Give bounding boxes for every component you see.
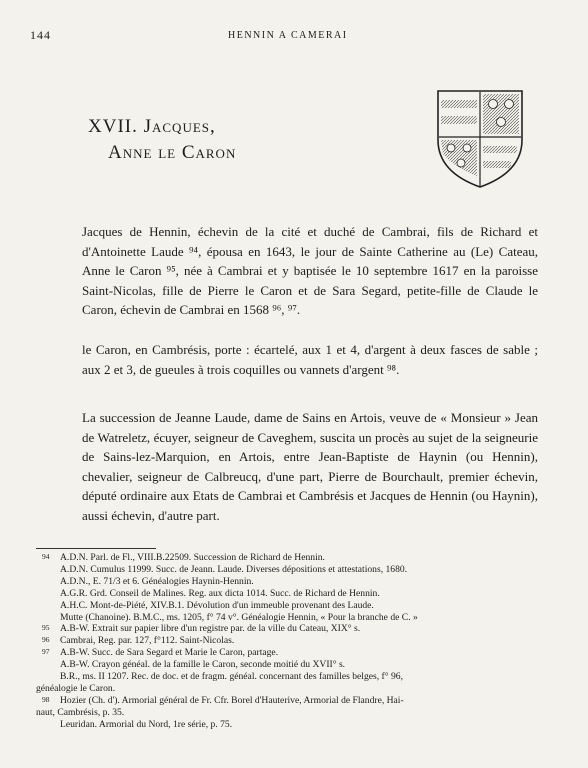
- footnote-line: A.D.N. Parl. de Fl., VIII.B.22509. Succession de Richard de Hennin.: [60, 552, 325, 563]
- paragraph-succession: [52, 408, 538, 525]
- section-title-line2: Anne le Caron: [108, 142, 237, 163]
- footnote-mark: 96: [42, 635, 50, 645]
- footnote-mark: 94: [42, 552, 50, 561]
- footnote-line: généalogie le Caron.: [36, 682, 116, 694]
- paragraph-text: Jacques de Hennin, échevin de la cité et duché de Cambrai, fils de Richard et d'Antoinette Laude ⁹⁴, épousa en 1643, le jour de Sainte Catherine au (Le) Cateau, Anne le Caron ⁹⁵, née à Cambrai et y baptisée le 10 septembre 1617 en la paroisse Saint-Nicolas, fille de Pierre le Caron et de Sara Segard, petite-fille de Claude le Caron, échevin de Cambrai en 1568 ⁹⁶, ⁹⁷.: [82, 224, 538, 317]
- footnote-mark: 98: [42, 694, 50, 704]
- footnote-line: naut, Cambrésis, p. 35.: [36, 706, 125, 718]
- footnote-line: A.B-W. Succ. de Sara Segard et Marie le Caron, partage.: [60, 647, 279, 659]
- footnote-mark: 95: [42, 623, 50, 633]
- section-title-line1: XVII. Jacques,: [88, 116, 216, 137]
- footnote-line: Cambrai, Reg. par. 127, f°112. Saint-Nicolas.: [60, 635, 235, 647]
- paragraph-arms: [52, 340, 538, 379]
- footnote-line: Mutte (Chanoine). B.M.C., ms. 1205, f° 74 v°. Généalogie Hennin, « Pour la branche de C. »: [60, 611, 418, 623]
- paragraph-text: La succession de Jeanne Laude, dame de Sains en Artois, veuve de « Monsieur » Jean de Watreletz, écuyer, seigneur de Caveghem, suscita un procès au sujet de la seigneurie de Sains-lez-Marquion, en Artois, entre Jean-Baptiste de Haynin (ou Hennin), chevalier, seigneur de Calbreucq, d'une part, Pierre de Bourchault, premier échevin, député ordinaire aux Etats de Cambrai et Cambrésis et Jacques de Hennin (ou Haynin), aussi échevin, d'autre part.: [82, 410, 538, 523]
- footnote: [36, 623, 556, 635]
- paragraph-marriage: [52, 222, 538, 320]
- footnote: [36, 647, 556, 695]
- running-head: HENNIN A CAMERAI: [228, 30, 348, 41]
- footnote-line: A.D.N., E. 71/3 et 6. Généalogies Haynin-Hennin.: [60, 575, 254, 587]
- footnote-line: A.H.C. Mont-de-Piété, XIV.B.1. Dévolution d'un immeuble provenant des Laude.: [60, 599, 374, 611]
- footnote-line: B.R., ms. II 1207. Rec. de doc. et de fragm. généal. concernant des familles belges, f° 96,: [60, 671, 403, 683]
- footnotes: [36, 552, 556, 731]
- heraldic-shield-icon: [435, 88, 525, 190]
- section-title: [88, 114, 236, 166]
- footnote-divider: [36, 548, 156, 549]
- footnote-line: A.G.R. Grd. Conseil de Malines. Reg. aux dicta 1014. Succ. de Richard de Hennin.: [60, 587, 380, 599]
- footnote-mark: 97: [42, 647, 50, 657]
- footnote-line: Leuridan. Armorial du Nord, 1re série, p. 75.: [60, 718, 233, 730]
- footnote: [36, 552, 556, 623]
- footnote-line: A.B-W. Extrait sur papier libre d'un registre par. de la ville du Cateau, XIX° s.: [60, 623, 361, 635]
- footnote: [36, 695, 556, 731]
- footnote-line: A.B-W. Crayon généal. de la famille le Caron, seconde moitié du XVII° s.: [60, 659, 346, 671]
- paragraph-text: le Caron, en Cambrésis, porte : écartelé, aux 1 et 4, d'argent à deux fasces de sable ; aux 2 et 3, de gueules à trois coquilles ou vannets d'argent ⁹⁸.: [82, 342, 538, 377]
- footnote-line: Hozier (Ch. d'). Armorial général de Fr. Cfr. Borel d'Hauterive, Armorial de Flandre, Hai-: [60, 694, 404, 706]
- footnote: [36, 635, 556, 647]
- footnote-line: A.D.N. Cumulus 11999. Succ. de Jeann. Laude. Diverses dépositions et attestations, 1680.: [60, 563, 408, 575]
- page-number: 144: [30, 28, 51, 42]
